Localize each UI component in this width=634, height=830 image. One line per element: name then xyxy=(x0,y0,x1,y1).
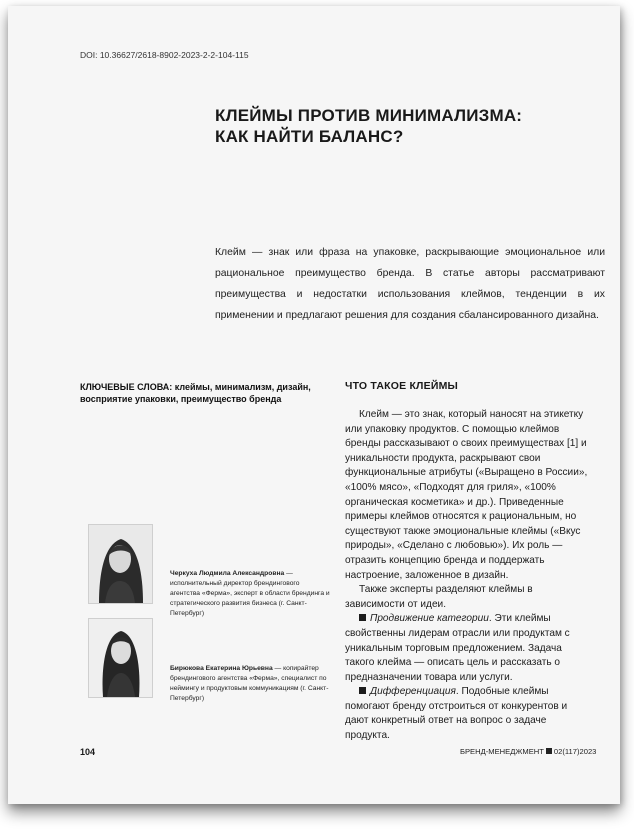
journal-issue: 02(117)2023 xyxy=(553,747,597,756)
author-1-name: Черкуха Людмила Александровна xyxy=(170,570,285,577)
bullet-1-title: Продвижение категории xyxy=(370,613,489,625)
bullet-differentiation xyxy=(345,685,590,743)
author-1 xyxy=(170,569,330,619)
article-title xyxy=(215,105,595,147)
bullet-2-text: . Подобные клеймы помогают бренду отстроиться от конкурентов и дают конкретный ответ на вопрос о задаче продукта. xyxy=(345,686,568,742)
square-bullet-icon xyxy=(359,687,366,694)
journal-footer xyxy=(460,747,596,756)
abstract: Клейм — знак или фраза на упаковке, раскрывающие эмоциональное или рациональное преимущество бренда. В статье авторы рассматривают преимущества и недостатки использования клеймов, тенденции в их применении и предлагают решения для создания сбалансированного дизайна. xyxy=(215,247,605,321)
title-line-1: КЛЕЙМЫ ПРОТИВ МИНИМАЛИЗМА: xyxy=(215,106,523,125)
page-number: 104 xyxy=(80,747,96,757)
author-photo-1 xyxy=(88,524,153,604)
bullet-1-text: . Эти клеймы свойственны лидерам отрасли или продуктам с уникальным торговым предложением. Задача такого клейма — описать цель и рассказать о предназначении товара или услуги. xyxy=(345,613,570,683)
body-paragraph-2: Также эксперты разделяют клеймы в зависимости от идеи. xyxy=(345,584,533,610)
author-2-bio: — копирайтер брендингового агентства «Ферма», специалист по неймингу и продуктовым коммуникациям (г. Санкт-Петербург) xyxy=(170,665,329,702)
author-photo-2 xyxy=(88,618,153,698)
author-2-name: Бирюкова Екатерина Юрьевна xyxy=(170,665,273,672)
square-bullet-icon xyxy=(359,614,366,621)
author-2 xyxy=(170,664,330,704)
journal-page xyxy=(8,6,620,804)
bullet-2-title: Дифференциация xyxy=(370,686,456,698)
article-body xyxy=(345,408,590,744)
journal-name: БРЕНД-МЕНЕДЖМЕНТ xyxy=(460,747,544,756)
square-separator-icon xyxy=(546,748,552,754)
bullet-category-promotion xyxy=(345,612,590,685)
keywords xyxy=(80,381,335,405)
keywords-text: клеймы, минимализм, дизайн, восприятие упаковки, преимущество бренда xyxy=(80,382,311,404)
body-paragraph-1: Клейм — это знак, который наносят на этикетку или упаковку продуктов. С помощью клеймов бренды рассказывают о своих преимуществах [1] и уникальности продукта, раскрывают свои функциональные атрибуты («Выращено в России», «100% мясо», «Подходят для гриля», «100% органическая косметика» и др.). Приведенные примеры клеймов относятся к рациональным, но существуют также эмоциональные клеймы («Вкус природы», «Сделано с любовью»). Их роль — отразить концепцию бренда и поддержать настроение, заложенное в дизайн. xyxy=(345,409,588,581)
section-title: ЧТО ТАКОЕ КЛЕЙМЫ xyxy=(345,380,458,392)
keywords-label: КЛЮЧЕВЫЕ СЛОВА: xyxy=(80,382,173,392)
doi: DOI: 10.36627/2618-8902-2023-2-2-104-115 xyxy=(80,50,249,60)
title-line-2: КАК НАЙТИ БАЛАНС? xyxy=(215,127,404,146)
author-1-bio: — исполнительный директор брендингового агентства «Ферма», эксперт в области брендинга и стратегического развития бизнеса (г. Санкт-Петербург) xyxy=(170,570,330,617)
